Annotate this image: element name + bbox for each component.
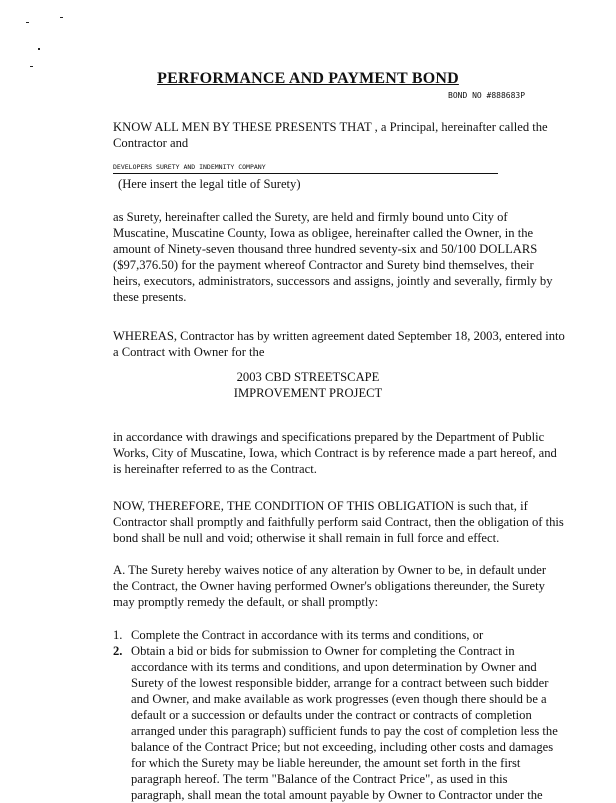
text-line: ($97,376.50) for the payment whereof Contractor and Surety bind themselves, their [113,258,534,272]
document-title: PERFORMANCE AND PAYMENT BOND [157,70,459,87]
text-line: WHEREAS, Contractor has by written agreement dated September 18, 2003, entered into [113,329,565,343]
text-line: may promptly remedy the default, or shall promptly: [113,595,379,609]
surety-caption: (Here insert the legal title of Surety) [118,177,301,191]
project-name [0,369,616,401]
condition-paragraph [113,498,564,546]
text-line: the Contract, the Owner having performed Owner's obligations thereunder, the Surety [113,579,545,593]
text-line: paragraph hereof. The term "Balance of the Contract Price", as used in this [131,772,508,786]
list-number: 2. [113,644,123,658]
text-line: Surety of the lowest responsible bidder, arrange for a contract between such bidder [131,676,549,690]
list-item-1 [113,627,484,643]
text-line: A. The Surety hereby waives notice of any alteration by Owner to be, in default under [113,563,547,577]
text-line: bond shall be null and void; otherwise it shall remain in full force and effect. [113,531,500,545]
text-line: Contractor and [113,136,189,150]
bond-number: BOND NO #888683P [448,91,526,100]
scan-speck [38,48,40,50]
specifications-paragraph [113,429,557,477]
text-line: 2003 CBD STREETSCAPE [236,370,380,384]
text-line: is hereinafter referred to as the Contract. [113,462,317,476]
text-line: Obtain a bid or bids for submission to Owner for completing the Contract in [131,644,515,658]
list-item-2 [113,643,558,803]
scan-speck [60,17,63,18]
list-number: 1. [113,628,123,642]
scan-speck [30,66,33,67]
text-line: Works, City of Muscatine, Iowa, which Contract is by reference made a part hereof, and [113,446,557,460]
waiver-paragraph [113,562,546,610]
text-line: in accordance with drawings and specifications prepared by the Department of Public [113,430,545,444]
text-line: IMPROVEMENT PROJECT [233,386,383,400]
text-line: NOW, THEREFORE, THE CONDITION OF THIS OBLIGATION is such that, if [113,499,528,513]
surety-name-field: DEVELOPERS SURETY AND INDEMNITY COMPANY [113,162,498,174]
text-line: heirs, executors, administrators, successors and assigns, jointly and severally, firmly by [113,274,553,288]
list-item-text [131,627,483,643]
text-line: KNOW ALL MEN BY THESE PRESENTS THAT , a Principal, hereinafter called the [113,120,548,134]
list-item-text [131,643,558,803]
text-line: Complete the Contract in accordance with its terms and conditions, or [131,628,484,642]
text-line: a Contract with Owner for the [113,345,265,359]
text-line: Contractor shall promptly and faithfully perform said Contract, then the obligation of this [113,515,564,529]
scan-speck [26,22,29,23]
text-line: arranged under this paragraph) sufficient funds to pay the cost of completion less the [131,724,558,738]
text-line: as Surety, hereinafter called the Surety, are held and firmly bound unto City of [113,210,508,224]
text-line: these presents. [113,290,187,304]
text-line: amount of Ninety-seven thousand three hundred seventy-six and 50/100 DOLLARS [113,242,538,256]
text-line: Muscatine, Muscatine County, Iowa as obligee, hereinafter called the Owner, in the [113,226,534,240]
text-line: paragraph, shall mean the total amount payable by Owner to Contractor under the [131,788,543,802]
obligation-paragraph [113,209,553,305]
text-line: accordance with its terms and conditions, and upon determination by Owner and [131,660,537,674]
intro-paragraph [113,119,548,151]
text-line: balance of the Contract Price; but not exceeding, including other costs and damages [131,740,554,754]
text-line: default or a succession or defaults under the contract or contracts of completion [131,708,532,722]
text-line: for which the Surety may be liable hereunder, the amount set forth in the first [131,756,521,770]
whereas-paragraph [113,328,565,360]
text-line: and Owner, and make available as work progresses (even though there should be a [131,692,547,706]
